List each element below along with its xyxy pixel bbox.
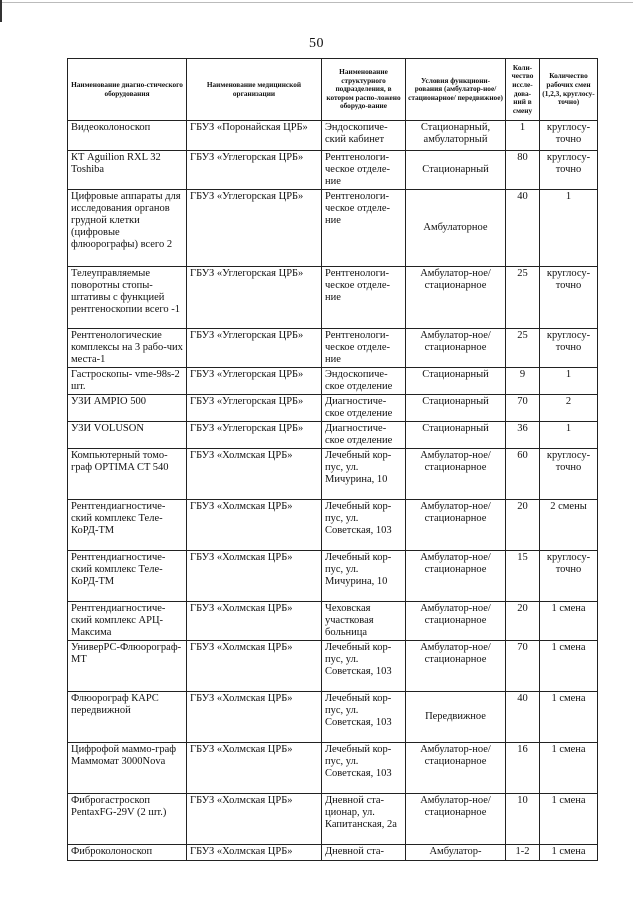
cell-conditions: Амбулатор-ное/стационарное bbox=[406, 641, 506, 692]
cell-studies: 20 bbox=[506, 500, 540, 551]
cell-equipment: Рентгендиагностиче-ский комплекс Теле-КоРД-ТМ bbox=[68, 551, 187, 602]
header-conditions: Условия функциони-рования (амбулатор-ное/стационарное/ передвижное) bbox=[406, 59, 506, 121]
cell-unit: Эндоскопиче-ский кабинет bbox=[322, 121, 406, 151]
cell-equipment: Цифрофой маммо-граф Маммомат 3000Nova bbox=[68, 743, 187, 794]
cell-unit: Лечебный кор-пус, ул. Советская, 103 bbox=[322, 692, 406, 743]
table-row bbox=[68, 121, 598, 151]
cell-studies: 40 bbox=[506, 190, 540, 267]
cell-conditions: Стационарный bbox=[406, 368, 506, 395]
cell-organization: ГБУЗ «Холмская ЦРБ» bbox=[187, 641, 322, 692]
scan-top-edge bbox=[0, 2, 633, 3]
cell-equipment: УЗИ VOLUSON bbox=[68, 422, 187, 449]
header-equipment: Наименование диагно-стического оборудования bbox=[68, 59, 187, 121]
cell-equipment: Телеуправляемые поворотны стопы-штативы с функцией рентгеноскопии всего -1 bbox=[68, 267, 187, 329]
cell-conditions: Амбулатор-ное/стационарное bbox=[406, 500, 506, 551]
cell-shifts: 1 bbox=[540, 422, 598, 449]
cell-unit: Рентгенологи-ческое отделе-ние bbox=[322, 267, 406, 329]
header-unit: Наименование структурного подразделения, в котором распо-ложено оборудо-вание bbox=[322, 59, 406, 121]
cell-conditions: Амбулатор-ное/стационарное bbox=[406, 743, 506, 794]
cell-shifts: круглосу-точно bbox=[540, 267, 598, 329]
cell-organization: ГБУЗ «Холмская ЦРБ» bbox=[187, 692, 322, 743]
cell-conditions: Амбулаторное bbox=[406, 190, 506, 267]
cell-conditions: Амбулатор-ное/стационарное bbox=[406, 267, 506, 329]
cell-shifts: 1 bbox=[540, 190, 598, 267]
cell-equipment: Флюорограф КАРС передвижной bbox=[68, 692, 187, 743]
cell-equipment: Рентгендиагностиче-ский комплекс Теле-КоРД-ТМ bbox=[68, 500, 187, 551]
cell-conditions: Стационарный bbox=[406, 422, 506, 449]
table-row bbox=[68, 368, 598, 395]
cell-unit: Диагностиче-ское отделение bbox=[322, 422, 406, 449]
header-studies: Коли-чество иссле-дова-ний в смену bbox=[506, 59, 540, 121]
table-row bbox=[68, 267, 598, 329]
cell-studies: 20 bbox=[506, 602, 540, 641]
equipment-table bbox=[67, 58, 598, 861]
cell-studies: 25 bbox=[506, 267, 540, 329]
cell-studies: 1-2 bbox=[506, 845, 540, 861]
cell-shifts: 1 смена bbox=[540, 602, 598, 641]
table-row bbox=[68, 422, 598, 449]
cell-unit: Дневной ста-ционар, ул. Капитанская, 2а bbox=[322, 794, 406, 845]
cell-organization: ГБУЗ «Холмская ЦРБ» bbox=[187, 743, 322, 794]
table-row bbox=[68, 329, 598, 368]
cell-organization: ГБУЗ «Холмская ЦРБ» bbox=[187, 551, 322, 602]
cell-shifts: круглосу-точно bbox=[540, 329, 598, 368]
cell-organization: ГБУЗ «Углегорская ЦРБ» bbox=[187, 267, 322, 329]
cell-organization: ГБУЗ «Углегорская ЦРБ» bbox=[187, 329, 322, 368]
cell-shifts: 1 смена bbox=[540, 845, 598, 861]
cell-equipment: Рентгендиагностиче-ский комплекс АРЦ-Максима bbox=[68, 602, 187, 641]
header-organization: Наименование медицинской организации bbox=[187, 59, 322, 121]
cell-shifts: круглосу-точно bbox=[540, 449, 598, 500]
cell-unit: Рентгенологи-ческое отделе-ние bbox=[322, 190, 406, 267]
cell-organization: ГБУЗ «Холмская ЦРБ» bbox=[187, 794, 322, 845]
cell-studies: 9 bbox=[506, 368, 540, 395]
scan-left-mark bbox=[0, 0, 2, 22]
cell-studies: 40 bbox=[506, 692, 540, 743]
cell-equipment: Фиброколоноскоп bbox=[68, 845, 187, 861]
cell-unit: Диагностиче-ское отделение bbox=[322, 395, 406, 422]
cell-conditions: Амбулатор-ное/стационарное bbox=[406, 329, 506, 368]
table-row bbox=[68, 500, 598, 551]
cell-studies: 60 bbox=[506, 449, 540, 500]
cell-unit: Чеховская участковая больница bbox=[322, 602, 406, 641]
cell-organization: ГБУЗ «Поронайская ЦРБ» bbox=[187, 121, 322, 151]
cell-shifts: круглосу-точно bbox=[540, 121, 598, 151]
cell-unit: Эндоскопиче-ское отделение bbox=[322, 368, 406, 395]
table-row bbox=[68, 641, 598, 692]
cell-studies: 80 bbox=[506, 151, 540, 190]
cell-shifts: 1 bbox=[540, 368, 598, 395]
table-row bbox=[68, 151, 598, 190]
cell-organization: ГБУЗ «Углегорская ЦРБ» bbox=[187, 395, 322, 422]
cell-equipment: Компьютерный томо-граф OPTIMA CT 540 bbox=[68, 449, 187, 500]
cell-unit: Лечебный кор-пус, ул. Советская, 103 bbox=[322, 500, 406, 551]
table-row bbox=[68, 743, 598, 794]
cell-conditions: Стационарный, амбулаторный bbox=[406, 121, 506, 151]
cell-studies: 16 bbox=[506, 743, 540, 794]
cell-equipment: Цифровые аппараты для исследования органов грудной клетки (цифровые флюорографы) всего 2 bbox=[68, 190, 187, 267]
cell-studies: 36 bbox=[506, 422, 540, 449]
cell-unit: Лечебный кор-пус, ул. Советская, 103 bbox=[322, 743, 406, 794]
cell-shifts: 1 смена bbox=[540, 641, 598, 692]
cell-conditions: Амбулатор-ное/стационарное bbox=[406, 551, 506, 602]
cell-unit: Рентгенологи-ческое отделе-ние bbox=[322, 151, 406, 190]
table-row bbox=[68, 692, 598, 743]
cell-shifts: 1 смена bbox=[540, 692, 598, 743]
table-row bbox=[68, 551, 598, 602]
cell-shifts: круглосу-точно bbox=[540, 151, 598, 190]
cell-organization: ГБУЗ «Холмская ЦРБ» bbox=[187, 602, 322, 641]
cell-studies: 70 bbox=[506, 641, 540, 692]
cell-shifts: 1 смена bbox=[540, 743, 598, 794]
cell-unit: Лечебный кор-пус, ул. Советская, 103 bbox=[322, 641, 406, 692]
cell-shifts: 1 смена bbox=[540, 794, 598, 845]
cell-equipment: КТ Aguilion RXL 32 Toshiba bbox=[68, 151, 187, 190]
table-row bbox=[68, 845, 598, 861]
cell-unit: Лечебный кор-пус, ул. Мичурина, 10 bbox=[322, 551, 406, 602]
table-row bbox=[68, 794, 598, 845]
cell-organization: ГБУЗ «Углегорская ЦРБ» bbox=[187, 422, 322, 449]
cell-studies: 10 bbox=[506, 794, 540, 845]
table-row bbox=[68, 602, 598, 641]
cell-studies: 25 bbox=[506, 329, 540, 368]
cell-organization: ГБУЗ «Углегорская ЦРБ» bbox=[187, 151, 322, 190]
cell-conditions: Амбулатор-ное/стационарное bbox=[406, 602, 506, 641]
cell-shifts: 2 bbox=[540, 395, 598, 422]
cell-conditions: Амбулатор-ное/стационарное bbox=[406, 794, 506, 845]
cell-equipment: УниверРС-Флюорограф-МТ bbox=[68, 641, 187, 692]
cell-studies: 1 bbox=[506, 121, 540, 151]
cell-conditions: Амбулатор- bbox=[406, 845, 506, 861]
cell-organization: ГБУЗ «Холмская ЦРБ» bbox=[187, 845, 322, 861]
cell-organization: ГБУЗ «Углегорская ЦРБ» bbox=[187, 190, 322, 267]
cell-equipment: УЗИ AMPIO 500 bbox=[68, 395, 187, 422]
cell-unit: Лечебный кор-пус, ул. Мичурина, 10 bbox=[322, 449, 406, 500]
cell-shifts: 2 смены bbox=[540, 500, 598, 551]
cell-equipment: Гастроскопы- vme-98s-2 шт. bbox=[68, 368, 187, 395]
cell-conditions: Стационарный bbox=[406, 395, 506, 422]
header-shifts: Количество рабочих смен (1,2,3, круглосу-точно) bbox=[540, 59, 598, 121]
cell-studies: 15 bbox=[506, 551, 540, 602]
cell-studies: 70 bbox=[506, 395, 540, 422]
table-row bbox=[68, 449, 598, 500]
table-header-row bbox=[68, 59, 598, 121]
cell-conditions: Передвижное bbox=[406, 692, 506, 743]
cell-organization: ГБУЗ «Холмская ЦРБ» bbox=[187, 449, 322, 500]
page-number: 50 bbox=[309, 36, 324, 51]
cell-equipment: Видеоколоноскоп bbox=[68, 121, 187, 151]
cell-conditions: Стационарный bbox=[406, 151, 506, 190]
cell-equipment: Рентгенологические комплексы на 3 рабо-чих места-1 bbox=[68, 329, 187, 368]
cell-unit: Рентгенологи-ческое отделе-ние bbox=[322, 329, 406, 368]
cell-organization: ГБУЗ «Холмская ЦРБ» bbox=[187, 500, 322, 551]
cell-organization: ГБУЗ «Углегорская ЦРБ» bbox=[187, 368, 322, 395]
table-row bbox=[68, 190, 598, 267]
cell-shifts: круглосу-точно bbox=[540, 551, 598, 602]
cell-conditions: Амбулатор-ное/стационарное bbox=[406, 449, 506, 500]
cell-unit: Дневной ста- bbox=[322, 845, 406, 861]
cell-equipment: Фиброгастроскоп PentaxFG-29V (2 шт.) bbox=[68, 794, 187, 845]
table-row bbox=[68, 395, 598, 422]
